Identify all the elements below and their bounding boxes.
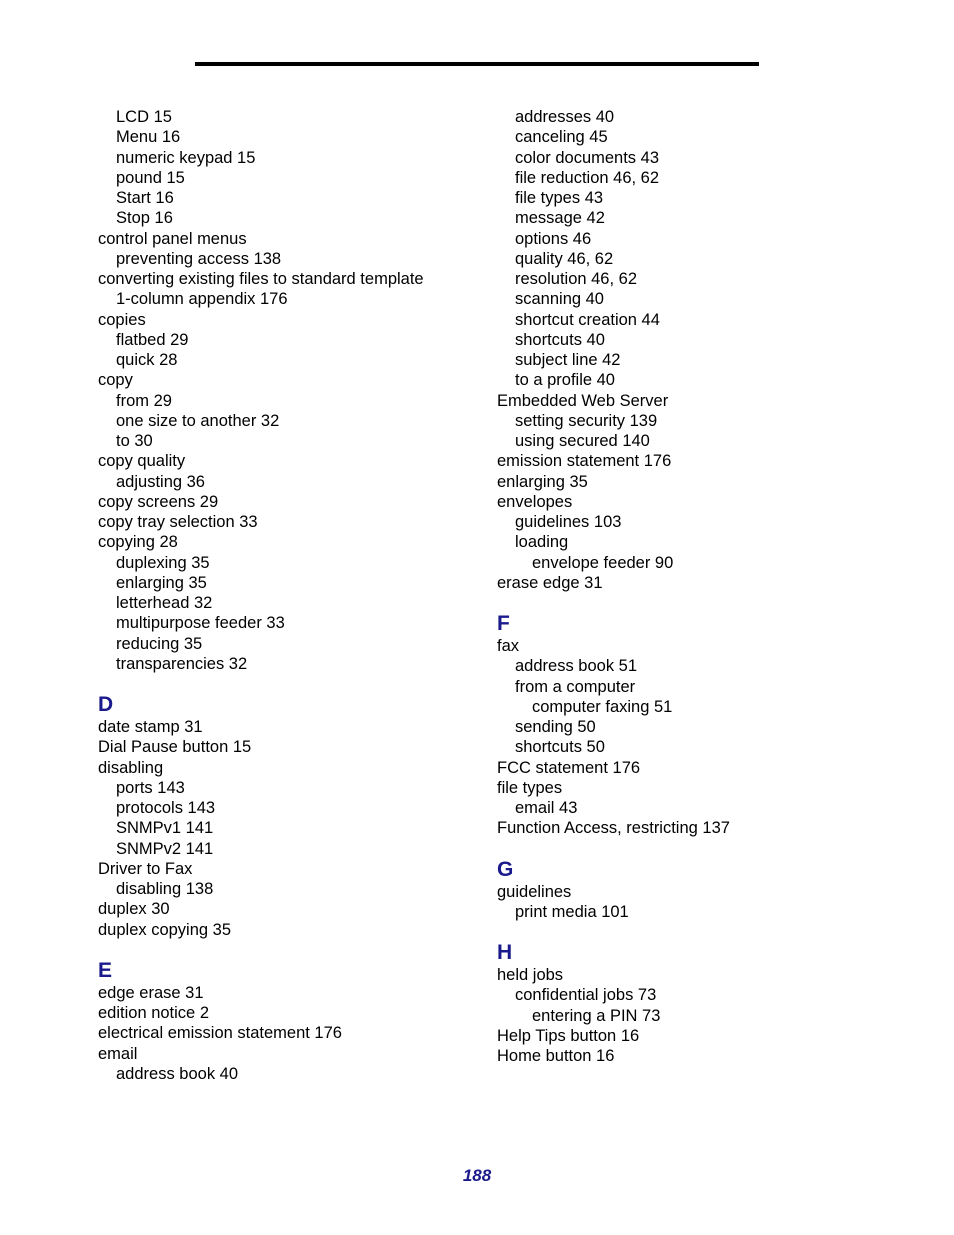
index-column-left xyxy=(98,107,498,1084)
index-section-letter: D xyxy=(98,693,114,716)
index-entry: SNMPv2 141 xyxy=(116,839,214,858)
index-entry: resolution 46, 62 xyxy=(515,270,638,288)
index-entry: message 42 xyxy=(515,209,605,228)
index-entry: confidential jobs 73 xyxy=(515,986,657,1005)
index-entry: 1-column appendix 176 xyxy=(116,290,288,309)
index-entry: duplexing 35 xyxy=(116,553,210,572)
index-entry: canceling 45 xyxy=(515,128,608,147)
index-entry: loading xyxy=(515,533,569,552)
index-entry: address book 40 xyxy=(116,1064,239,1083)
index-entry: Dial Pause button 15 xyxy=(98,738,252,757)
index-entry: disabling 138 xyxy=(116,880,214,898)
index-entry: copy xyxy=(98,371,133,390)
index-entry: setting security 139 xyxy=(515,411,658,430)
index-entry: converting existing files to standard template xyxy=(98,270,424,288)
index-entry: date stamp 31 xyxy=(98,718,203,736)
index-entry: Embedded Web Server xyxy=(497,391,669,410)
index-entry: guidelines 103 xyxy=(515,513,622,531)
index-entry: from 29 xyxy=(116,391,172,410)
index-entry: fax xyxy=(497,637,520,655)
index-entry: LCD 15 xyxy=(116,108,172,126)
index-entry: shortcut creation 44 xyxy=(515,310,660,329)
index-entry: FCC statement 176 xyxy=(497,758,641,777)
index-entry: file types 43 xyxy=(515,189,604,207)
header-rule xyxy=(195,62,759,66)
index-entry: emission statement 176 xyxy=(497,452,672,471)
index-entry: copying 28 xyxy=(98,533,178,552)
index-entry: shortcuts 40 xyxy=(515,330,605,349)
index-entry: to 30 xyxy=(116,432,153,450)
index-entry: copy quality xyxy=(98,452,186,471)
index-entry: to a profile 40 xyxy=(515,371,615,390)
index-entry: held jobs xyxy=(497,966,564,984)
index-entry: guidelines xyxy=(497,882,572,901)
index-entry: quick 28 xyxy=(116,351,178,369)
index-entry: file types xyxy=(497,778,563,797)
index-entry: erase edge 31 xyxy=(497,573,603,592)
index-entry: edition notice 2 xyxy=(98,1004,209,1022)
index-entry: sending 50 xyxy=(515,718,596,736)
index-entry: SNMPv1 141 xyxy=(116,819,214,838)
index-entry: scanning 40 xyxy=(515,290,604,309)
index-entry: Driver to Fax xyxy=(98,859,193,878)
index-entry: control panel menus xyxy=(98,229,247,248)
index-entry: email xyxy=(98,1044,138,1063)
index-entry: duplex 30 xyxy=(98,900,170,919)
index-entry: options 46 xyxy=(515,229,592,248)
index-entry: shortcuts 50 xyxy=(515,738,605,757)
index-entry: multipurpose feeder 33 xyxy=(116,614,285,633)
index-entry: letterhead 32 xyxy=(116,594,213,612)
index-entry: Stop 16 xyxy=(116,209,173,228)
index-entry: address book 51 xyxy=(515,657,638,676)
index-entry: pound 15 xyxy=(116,168,185,187)
index-entry: Help Tips button 16 xyxy=(497,1026,640,1045)
index-entry: email 43 xyxy=(515,799,578,817)
index-entry: subject line 42 xyxy=(515,351,621,369)
index-entry: edge erase 31 xyxy=(98,983,204,1002)
index-entry: copy screens 29 xyxy=(98,492,219,511)
index-entry: from a computer xyxy=(515,677,636,696)
index-section-letter: H xyxy=(497,941,513,964)
index-entry: print media 101 xyxy=(515,902,629,921)
index-entry: transparencies 32 xyxy=(116,654,248,673)
page-number: 188 xyxy=(462,1166,492,1185)
index-entry: using secured 140 xyxy=(515,432,650,450)
index-section-letter: G xyxy=(497,857,514,881)
index-entry: copy tray selection 33 xyxy=(98,513,258,531)
index-entry: reducing 35 xyxy=(116,634,203,653)
index-entry: one size to another 32 xyxy=(116,411,280,430)
index-entry: envelope feeder 90 xyxy=(532,553,674,572)
index-entry: file reduction 46, 62 xyxy=(515,168,660,187)
index-entry: Menu 16 xyxy=(116,128,181,147)
index-entry: Home button 16 xyxy=(497,1047,615,1065)
index-entry: copies xyxy=(98,310,146,329)
index-entry: numeric keypad 15 xyxy=(116,148,256,167)
index-entry: preventing access 138 xyxy=(116,249,282,268)
index-entry: addresses 40 xyxy=(515,108,615,126)
index-section-letter: E xyxy=(98,958,113,982)
index-entry: enlarging 35 xyxy=(116,573,207,592)
index-entry: disabling xyxy=(98,758,164,777)
index-column-right xyxy=(497,107,897,1066)
index-entry: computer faxing 51 xyxy=(532,697,673,716)
index-entry: protocols 143 xyxy=(116,799,216,817)
index-entry: entering a PIN 73 xyxy=(532,1006,661,1025)
index-entry: flatbed 29 xyxy=(116,330,189,349)
index-section-letter: F xyxy=(497,612,510,635)
index-entry: adjusting 36 xyxy=(116,472,205,491)
index-entry: quality 46, 62 xyxy=(515,249,614,268)
index-entry: duplex copying 35 xyxy=(98,920,232,939)
index-entry: Function Access, restricting 137 xyxy=(497,819,730,838)
index-entry: envelopes xyxy=(497,492,573,511)
index-entry: Start 16 xyxy=(116,189,174,207)
index-entry: ports 143 xyxy=(116,778,185,797)
index-entry: enlarging 35 xyxy=(497,472,588,491)
index-entry: color documents 43 xyxy=(515,148,659,167)
index-entry: electrical emission statement 176 xyxy=(98,1024,342,1043)
